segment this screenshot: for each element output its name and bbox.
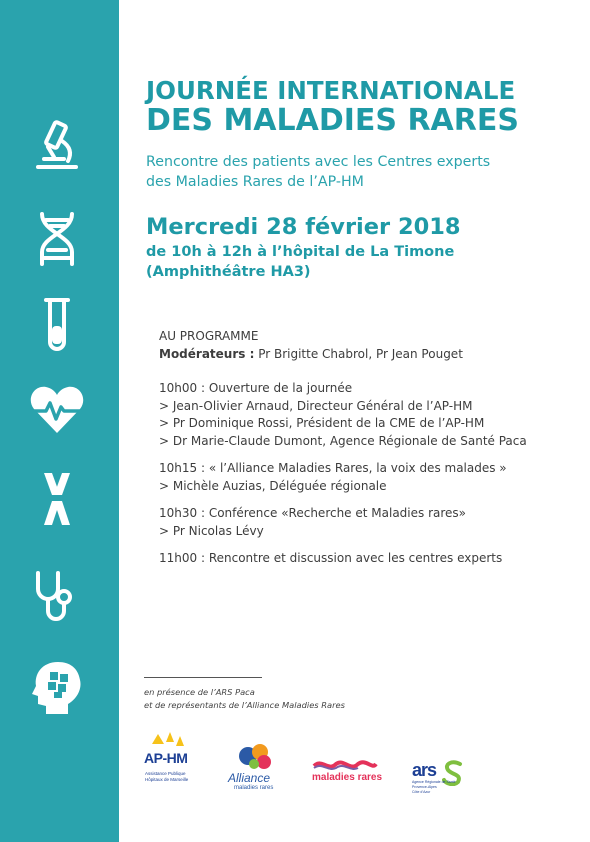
title-line-1: JOURNÉE INTERNATIONALE [146,76,516,105]
event-time-location: de 10h à 12h à l’hôpital de La Timone [146,244,455,260]
footer-divider [144,677,262,678]
programme-speaker: > Jean-Olivier Arnaud, Directeur Général de l’AP-HM [159,398,473,413]
stethoscope-icon [28,567,86,625]
programme-item-title: 10h00 : Ouverture de la journée [159,381,353,395]
presence-note [144,686,345,711]
alliance-logo-name: Alliance [228,771,271,785]
chromosome-icon [28,469,86,527]
programme-heading: AU PROGRAMME [159,329,259,343]
sidebar [0,0,119,842]
programme-item [159,380,579,450]
dna-icon [28,210,86,268]
ars-logo [412,760,468,796]
programme-item [159,550,579,568]
programme-speaker: > Dr Marie-Claude Dumont, Agence Régionale de Santé Paca [159,433,527,448]
alliance-logo-sub: maladies rares [234,785,274,791]
maladies-rares-logo [312,758,383,788]
programme-item-title: 11h00 : Rencontre et discussion avec les centres experts [159,551,503,565]
subtitle-line-2: des Maladies Rares de l’AP-HM [146,174,364,190]
presence-line-1: en présence de l’ARS Paca [144,687,255,697]
programme-speaker: > Pr Dominique Rossi, Président de la CME de l’AP-HM [159,416,485,430]
maladies-rares-logo-name: maladies rares [312,772,383,783]
aphm-logo [144,730,196,796]
aphm-caption-2: Hôpitaux de Marseille [145,777,189,782]
programme-item [159,505,579,540]
programme-item-title: 10h30 : Conférence «Recherche et Maladies rares» [159,506,467,520]
ars-caption-3: Côte d’Azur [412,790,431,794]
test-tube-icon [28,296,86,354]
event-date: Mercredi 28 février 2018 [146,214,461,240]
page-title [146,76,576,136]
microscope-icon [28,117,86,175]
subtitle [146,152,576,192]
programme-item [159,460,579,495]
programme [159,328,579,568]
moderators-names: Pr Brigitte Chabrol, Pr Jean Pouget [254,346,463,361]
presence-line-2: et de représentants de l’Alliance Maladies Rares [144,699,345,710]
moderators-label: Modérateurs : [159,346,255,361]
aphm-logo-name: AP-HM [144,750,188,766]
title-line-2: DES MALADIES RARES [146,103,519,138]
ars-logo-name: ars [412,760,437,780]
head-puzzle-icon [28,658,86,716]
programme-speaker: > Michèle Auzias, Déléguée régionale [159,478,387,493]
ars-caption-2: Provence-Alpes [412,785,437,789]
alliance-logo [226,742,282,794]
programme-speaker: > Pr Nicolas Lévy [159,523,264,538]
heart-pulse-icon [28,381,86,439]
aphm-caption-1: Assistance Publique [145,771,186,776]
event-time [146,242,454,282]
subtitle-line-1: Rencontre des patients avec les Centres experts [146,154,491,170]
event-venue: (Amphithéâtre HA3) [146,264,311,280]
moderators [159,346,579,364]
ars-caption-1: Agence Régionale de Santé [412,780,456,784]
programme-item-title: 10h15 : « l’Alliance Maladies Rares, la voix des malades » [159,461,507,475]
